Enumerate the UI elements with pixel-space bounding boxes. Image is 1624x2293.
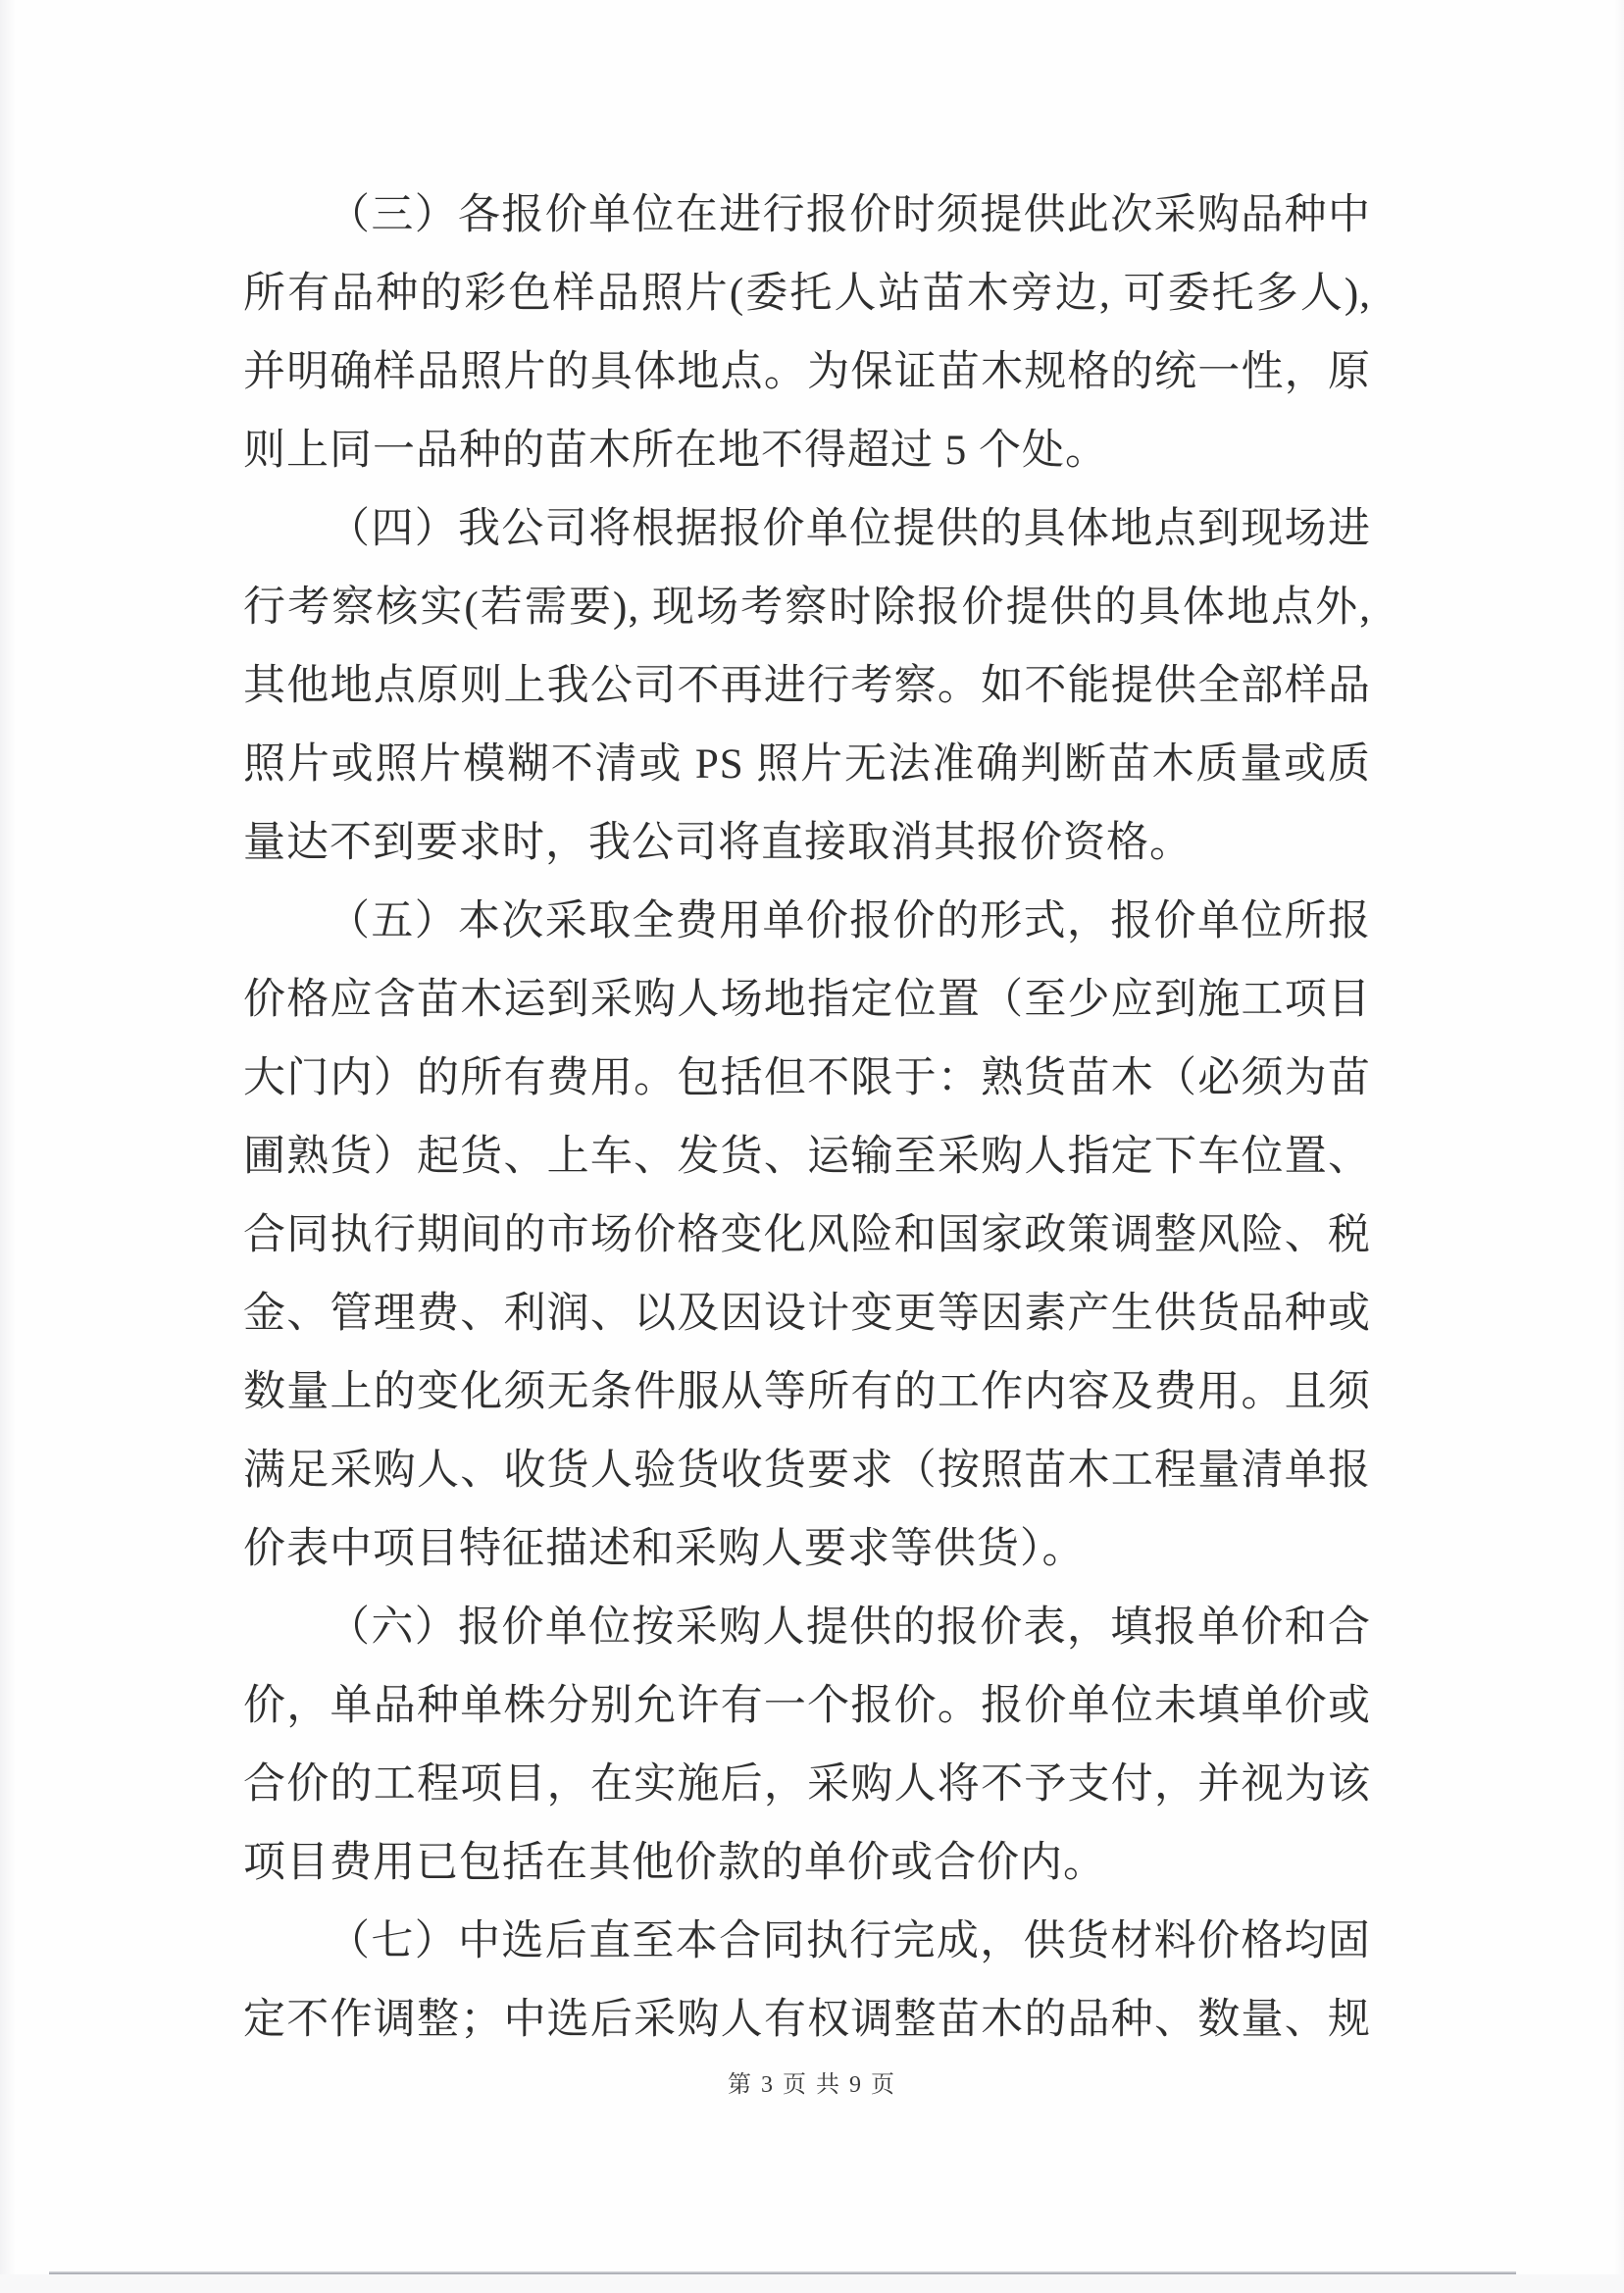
paragraph-item-4 (243, 490, 1371, 883)
text-line: 并明确样品照片的具体地点。为保证苗木规格的统一性，原 (243, 349, 1371, 395)
text-line: 数量上的变化须无条件服从等所有的工作内容及费用。且须 (243, 1369, 1371, 1415)
text-line: 项目费用已包括在其他价款的单价或合价内。 (243, 1840, 1106, 1886)
text-line: 大门内）的所有费用。包括但不限于：熟货苗木（必须为苗 (243, 1055, 1371, 1101)
text-line: 金、管理费、利润、以及因设计变更等因素产生供货品种或 (243, 1291, 1371, 1337)
text-line: 则上同一品种的苗木所在地不得超过 5 个处。 (243, 428, 1108, 474)
text-line: 合同执行期间的市场价格变化风险和国家政策调整风险、税 (243, 1212, 1371, 1258)
text-line: 价表中项目特征描述和采购人要求等供货）。 (243, 1526, 1086, 1572)
bottom-scan-margin (0, 2274, 1624, 2293)
text-line: 其他地点原则上我公司不再进行考察。如不能提供全部样品 (243, 663, 1371, 709)
page-right-edge-shadow (1614, 0, 1624, 2293)
text-line: 行考察核实(若需要), 现场考察时除报价提供的具体地点外, (243, 585, 1371, 631)
text-line: 量达不到要求时，我公司将直接取消其报价资格。 (243, 820, 1193, 866)
text-line: 圃熟货）起货、上车、发货、运输至采购人指定下车位置、 (243, 1134, 1371, 1180)
text-line: （三）各报价单位在进行报价时须提供此次采购品种中 (328, 192, 1371, 238)
paragraph-item-7 (243, 1903, 1371, 2060)
paragraph-item-3 (243, 177, 1371, 490)
text-line: （六）报价单位按采购人提供的报价表，填报单价和合 (328, 1605, 1371, 1651)
text-line: （五）本次采取全费用单价报价的形式，报价单位所报 (328, 898, 1371, 944)
text-line: （四）我公司将根据报价单位提供的具体地点到现场进 (328, 506, 1371, 552)
paragraph-item-6 (243, 1589, 1371, 1903)
document-text-block (243, 177, 1371, 2060)
text-line: 合价的工程项目，在实施后，采购人将不予支付，并视为该 (243, 1761, 1371, 1808)
text-line: 照片或照片模糊不清或 PS 照片无法准确判断苗木质量或质 (243, 741, 1371, 788)
text-line: （七）中选后直至本合同执行完成，供货材料价格均固 (328, 1918, 1371, 1964)
text-line: 所有品种的彩色样品照片(委托人站苗木旁边, 可委托多人), (243, 271, 1371, 317)
paragraph-item-5 (243, 883, 1371, 1589)
text-line: 定不作调整；中选后采购人有权调整苗木的品种、数量、规 (243, 1997, 1371, 2043)
text-line: 价格应含苗木运到采购人场地指定位置（至少应到施工项目 (243, 977, 1371, 1023)
text-line: 满足采购人、收货人验货收货要求（按照苗木工程量清单报 (243, 1448, 1371, 1494)
text-line: 价，单品种单株分别允许有一个报价。报价单位未填单价或 (243, 1683, 1371, 1729)
page-number-footer: 第 3 页 共 9 页 (728, 2072, 896, 2098)
page-left-edge-shadow (0, 0, 16, 2293)
